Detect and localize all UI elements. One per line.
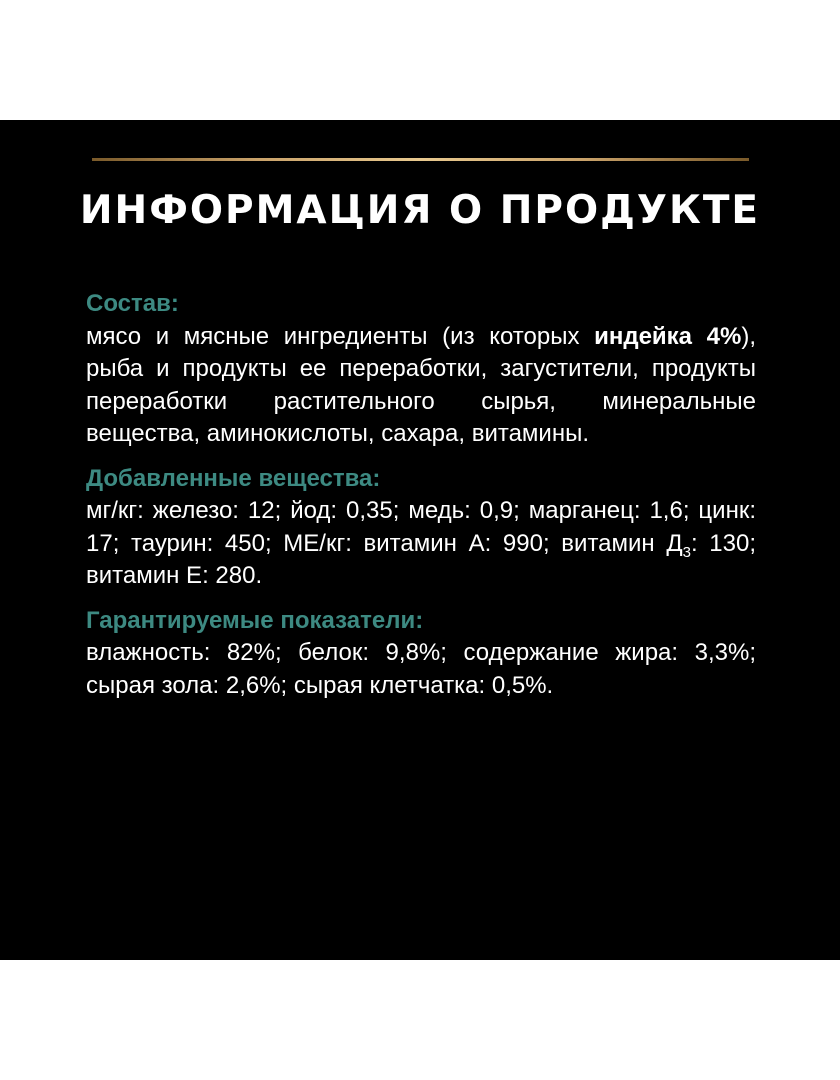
composition-heading: Состав: — [86, 290, 179, 317]
gold-divider — [92, 158, 749, 161]
additives-section — [86, 463, 756, 593]
product-info-content — [86, 288, 756, 714]
additives-text-part1: мг/кг: железо: 12; йод: 0,35; медь: 0,9; марганец: 1,6; цинк: 17; таурин: 450; МЕ/кг: витамин А: 990; витамин Д — [86, 497, 756, 557]
product-info-panel — [0, 120, 840, 960]
composition-text-part2: ), рыба и продукты ее переработки, загустители, продукты переработки растительного сырья, минеральные вещества, аминокислоты, сахара, витамины. — [86, 322, 756, 447]
additives-heading: Добавленные вещества: — [86, 464, 381, 492]
guaranteed-heading: Гарантируемые показатели: — [86, 606, 424, 634]
composition-text — [86, 321, 756, 451]
additives-text-part2: : 130; витамин Е: 280. — [86, 529, 756, 589]
guaranteed-section — [86, 605, 756, 703]
page-title: ИНФОРМАЦИЯ О ПРОДУКТЕ — [79, 188, 761, 233]
composition-text-part1: мясо и мясные ингредиенты (из которых — [86, 322, 595, 350]
additives-subscript: 3 — [682, 543, 691, 561]
guaranteed-text: влажность: 82%; белок: 9,8%; содержание жира: 3,3%; сырая зола: 2,6%; сырая клетчатка: 0,5%. — [86, 639, 756, 699]
composition-section — [86, 288, 756, 451]
composition-highlight: индейка 4% — [594, 322, 742, 350]
additives-text — [86, 495, 756, 593]
